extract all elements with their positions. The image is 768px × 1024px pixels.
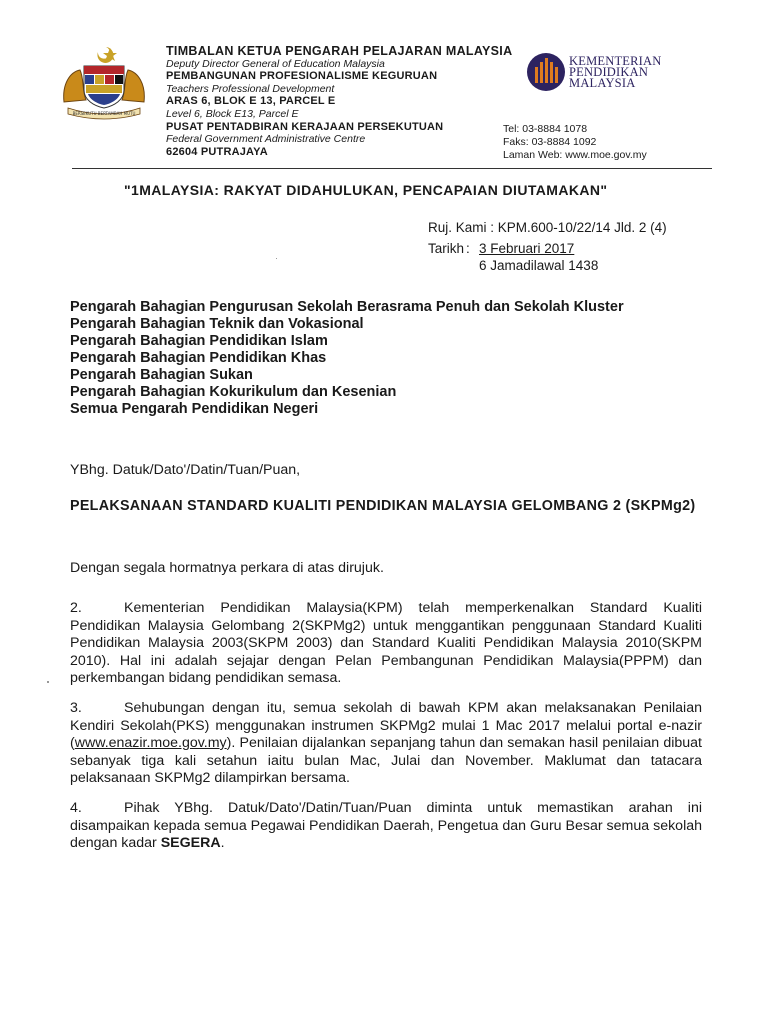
ministry-logo-icon [526, 52, 566, 92]
crest-motto: BERSEKUTU BERTAMBAH MUTU [72, 111, 136, 116]
letter-subject: PELAKSANAAN STANDARD KUALITI PENDIDIKAN MALAYSIA GELOMBANG 2 (SKPMg2) [70, 498, 696, 514]
header-divider [72, 168, 712, 169]
recipient-item: Pengarah Bahagian Kokurikulum dan Kesenian [70, 384, 397, 400]
scan-mark [276, 258, 277, 259]
enazir-link[interactable]: www.enazir.moe.gov.my [74, 735, 227, 751]
scan-mark [47, 681, 49, 683]
recipient-item: Pengarah Bahagian Pendidikan Khas [70, 350, 327, 366]
letterhead-title: TIMBALAN KETUA PENGARAH PELAJARAN MALAYSIA [166, 44, 513, 58]
letterhead-address [166, 45, 512, 158]
letterhead-dept: PEMBANGUNAN PROFESIONALISME KEGURUAN [166, 70, 438, 83]
paragraph-4 [70, 800, 702, 853]
recipient-item: Pengarah Bahagian Teknik dan Vokasional [70, 316, 364, 332]
recipient-item: Pengarah Bahagian Pendidikan Islam [70, 333, 328, 349]
ministry-name-line-2: PENDIDIKAN [569, 65, 649, 79]
paragraph-3-text-b: ). Penilaian dijalankan sepanjang tahun dan semakan hasil penilaian dibuat sebanyak tiga kali setahun iaitu bulan Mac, Julai dan November. Maklumat dan tatacara pelaksanaan SKPMg2 dilampirkan bersama. [70, 735, 702, 786]
salutation: YBhg. Datuk/Dato'/Datin/Tuan/Puan, [70, 462, 301, 478]
reference-label: Ruj. Kami [428, 220, 487, 235]
paragraph-4-urgent: SEGERA [160, 835, 221, 851]
recipient-item: Semua Pengarah Pendidikan Negeri [70, 401, 319, 417]
date-colon: : [466, 241, 470, 256]
letterhead-postcode: 62604 PUTRAJAYA [166, 145, 268, 158]
recipient-item: Pengarah Bahagian Pengurusan Sekolah Berasrama Penuh dan Sekolah Kluster [70, 299, 624, 315]
reference-line: Ruj. Kami : KPM.600-10/22/14 Jld. 2 (4) [428, 220, 667, 235]
recipient-item: Pengarah Bahagian Sukan [70, 367, 253, 383]
date-label: Tarikh [428, 241, 465, 256]
paragraph-2-number: 2. [70, 600, 82, 616]
reference-jld: Jld. 2 (4) [614, 220, 667, 235]
coat-of-arms-icon [58, 44, 150, 120]
paragraph-4-text-a: Pihak YBhg. Datuk/Dato'/Datin/Tuan/Puan diminta untuk memastikan arahan ini disampaikan kepada semua Pegawai Pendidikan Daerah, Pengetua dan Guru Besar semua sekolah dengan kadar [70, 800, 702, 851]
greeting: Dengan segala hormatnya perkara di atas dirujuk. [70, 560, 384, 576]
letterhead-title-en: Deputy Director General of Education Malaysia [166, 57, 385, 70]
letterhead-centre-en: Federal Government Administrative Centre [166, 133, 366, 146]
letterhead-centre: PUSAT PENTADBIRAN KERAJAAN PERSEKUTUAN [166, 120, 444, 133]
paragraph-2 [70, 600, 702, 688]
contact-tel: Tel: 03-8884 1078 [503, 123, 588, 135]
paragraph-3-number: 3. [70, 700, 82, 716]
date-value: 3 Februari 2017 [479, 241, 575, 256]
paragraph-4-number: 4. [70, 800, 82, 816]
paragraph-4-text-b: . [220, 835, 225, 851]
letterhead-floor: ARAS 6, BLOK E 13, PARCEL E [166, 95, 336, 108]
reference-value: KPM.600-10/22/14 [497, 220, 611, 235]
slogan: "1MALAYSIA: RAKYAT DIDAHULUKAN, PENCAPAIAN DIUTAMAKAN" [124, 182, 608, 198]
paragraph-3-text-a: Sehubungan dengan itu, semua sekolah di bawah KPM akan melaksanakan Penilaian Kendiri Sekolah(PKS) menggunakan instrumen SKPMg2 mulai 1 Mac 2017 melalui portal e-nazir ( [70, 700, 702, 751]
ministry-name [569, 56, 661, 89]
letterhead-contact [503, 123, 647, 162]
date-hijri: 6 Jamadilawal 1438 [479, 258, 599, 273]
ministry-name-line-1: KEMENTERIAN [569, 54, 662, 68]
recipient-list [70, 299, 624, 418]
paragraph-3 [70, 700, 702, 788]
paragraph-2-text: Kementerian Pendidikan Malaysia(KPM) telah memperkenalkan Standard Kualiti Pendidikan Malaysia Gelombang 2(SKPMg2) untuk menggantikan penggunaan Standard Kualiti Pendidikan Malaysia 2003(SKPM 2003) dan Standard Kualiti Pendidikan Malaysia 2010(SKPM 2010). Hal ini adalah sejajar dengan Pelan Pembangunan Pendidikan Malaysia(PPPM) dan perkembangan bidang pendidikan semasa. [70, 600, 702, 686]
letterhead-dept-en: Teachers Professional Development [166, 82, 335, 95]
ministry-name-line-3: MALAYSIA [569, 76, 636, 90]
contact-fax: Faks: 03-8884 1092 [503, 136, 597, 148]
contact-web: Laman Web: www.moe.gov.my [503, 149, 647, 161]
letterhead-floor-en: Level 6, Block E13, Parcel E [166, 107, 299, 120]
